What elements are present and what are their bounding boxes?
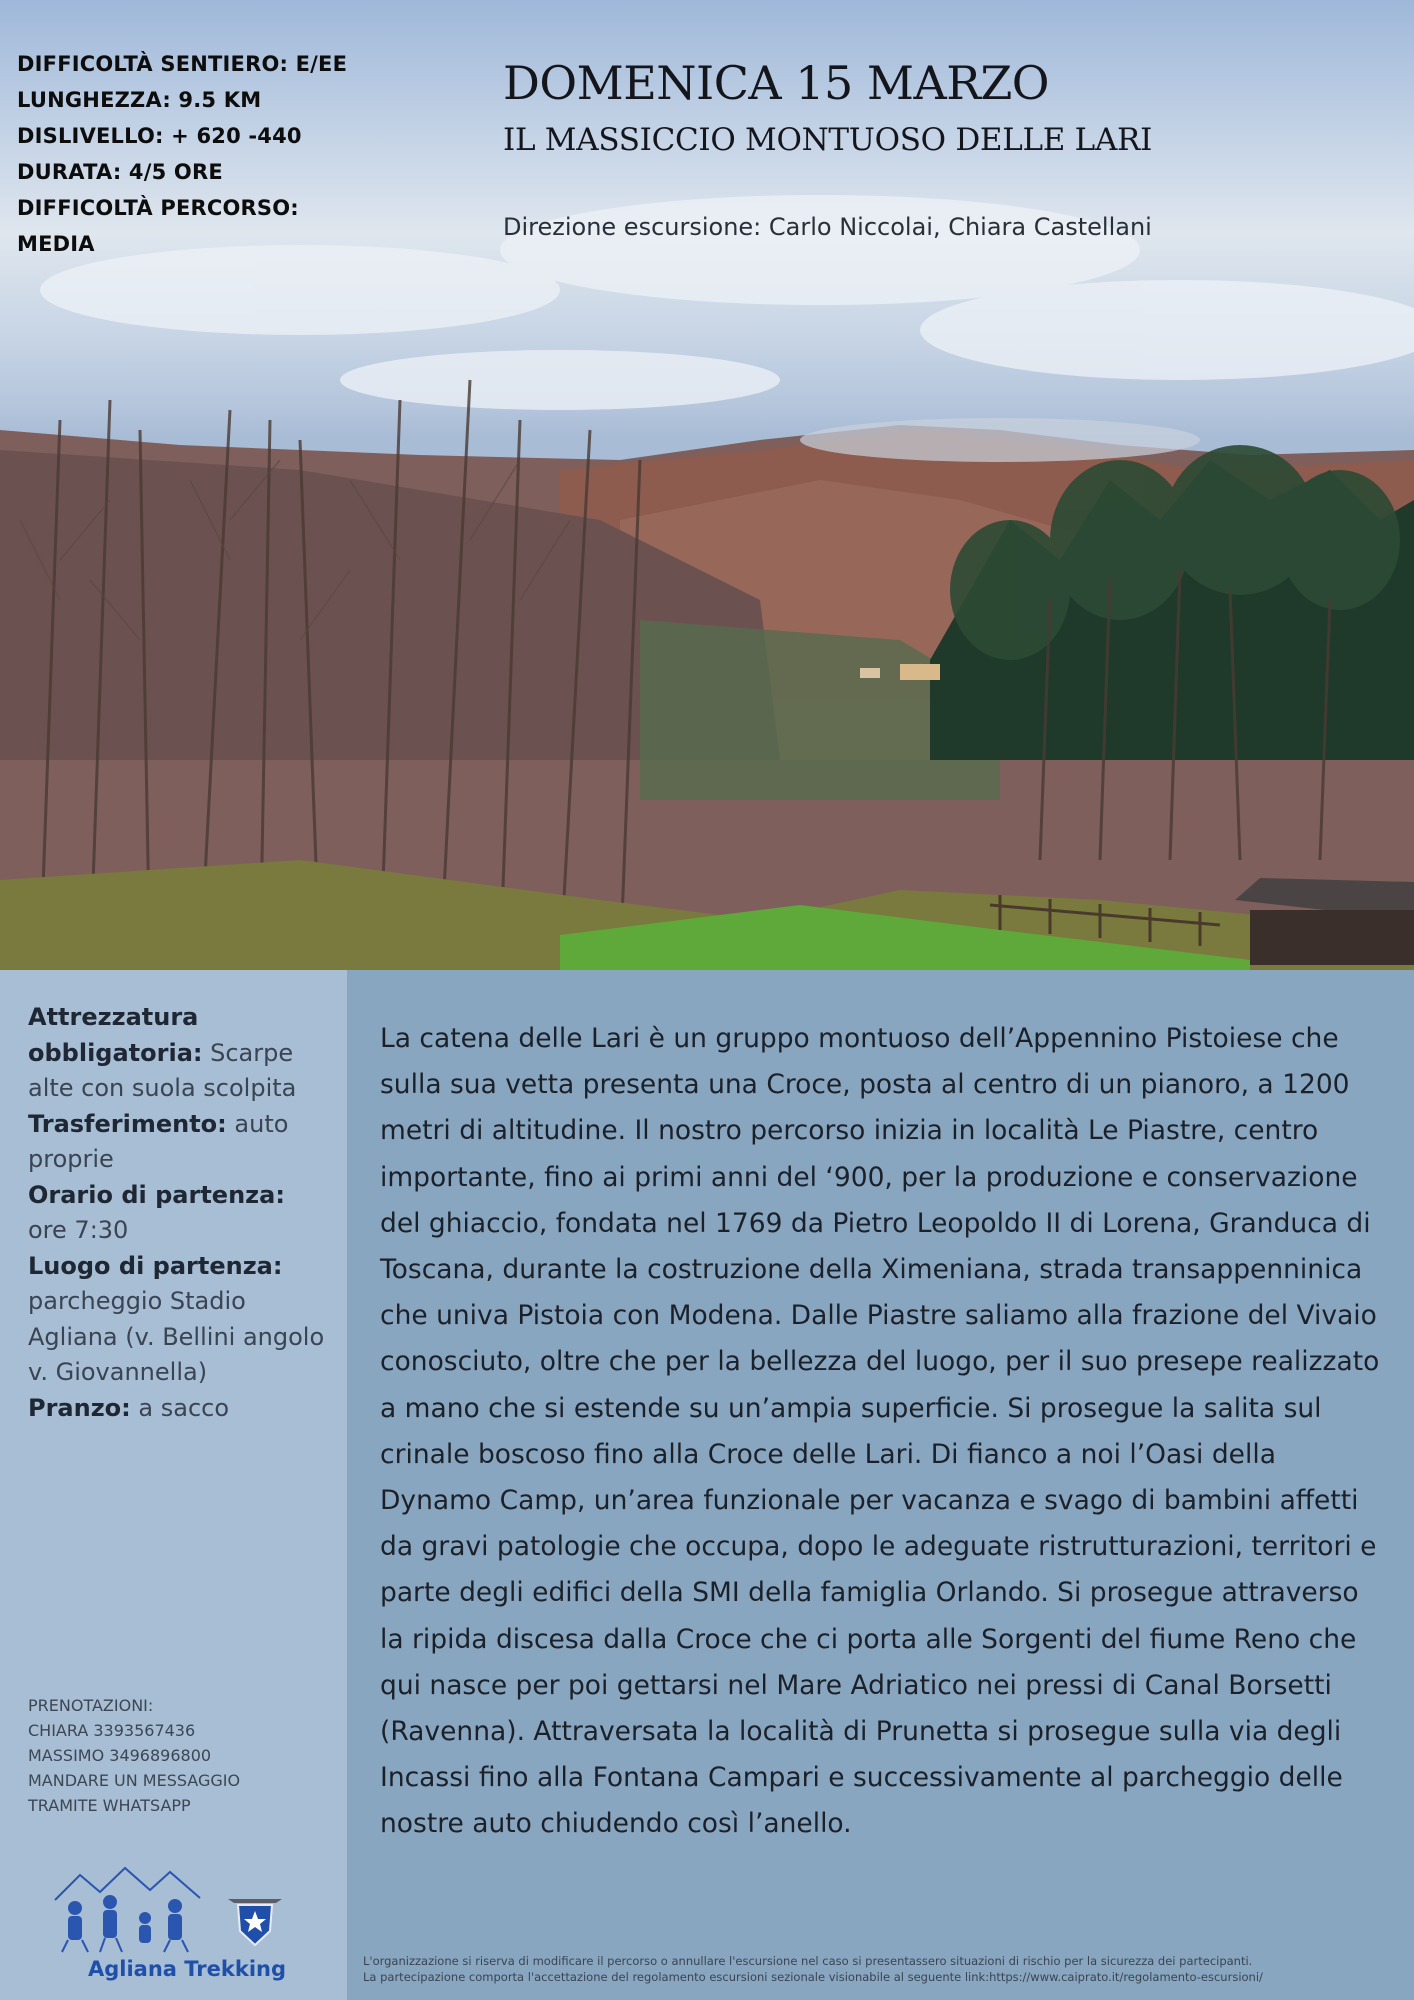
equipment-value: Scarpe alte con suola scolpita <box>28 1038 297 1102</box>
route-difficulty-label: DIFFICOLTÀ PERCORSO: <box>17 196 299 220</box>
contact-chiara: CHIARA 3393567436 <box>28 1721 196 1740</box>
transfer-info <box>28 1107 338 1178</box>
transfer-label: Trasferimento: <box>28 1109 227 1138</box>
trail-difficulty: DIFFICOLTÀ SENTIERO: E/EE <box>17 52 348 76</box>
trail-stats <box>17 46 347 262</box>
route-description: La catena delle Lari è un gruppo montuoso dell’Appennino Pistoiese che sulla sua vetta presenta una Croce, posta al centro di un pianoro, a 1200 metri di altitudine. Il nostro percorso inizia in località Le Piastre, centro importante, fino ai primi anni del ‘900, per la produzione e conservazione del ghiaccio, fondata nel 1769 da Pietro Leopoldo II di Lorena, Granduca di Toscana, durante la costruzione della Ximeniana, strada transappenninica che univa Pistoia con Modena. Dalle Piastre saliamo alla frazione del Vivaio conosciuto, oltre che per la bellezza del luogo, per il suo presepe realizzato a mano che si estende su un’ampia superficie. Si prosegue la salita sul crinale boscoso fino alla Croce delle Lari. Di fianco a noi l’Oasi della Dynamo Camp, un’area funzionale per vacanza e svago di bambini affetti da gravi patologie che occupa, dopo le adeguate ristrutturazioni, territori e parte degli edifici della SMI della famiglia Orlando. Si prosegue attraverso la ripida discesa dalla Croce che ci porta alle Sorgenti del fiume Reno che qui nasce per poi gettarsi nel Mare Adriatico nei pressi di Canal Borsetti (Ravenna). Attraversata la località di Prunetta si prosegue sulla via degli Incassi fino alla Fontana Campari e successivamente al parcheggio delle nostre auto chiudendo così l’anello. <box>380 1023 1380 1840</box>
trail-length: LUNGHEZZA: 9.5 KM <box>17 88 262 112</box>
departure-place-value: parcheggio Stadio Agliana (v. Bellini angolo v. Giovannella) <box>28 1287 325 1386</box>
departure-time-label: Orario di partenza: <box>28 1180 285 1209</box>
event-subtitle: IL MASSICCIO MONTUOSO DELLE LARI <box>503 122 1153 158</box>
practical-info <box>28 1000 338 1426</box>
lunch-value: a sacco <box>130 1393 230 1422</box>
booking-note-2: TRAMITE WHATSAPP <box>28 1796 191 1815</box>
hike-leaders: Direzione escursione: Carlo Niccolai, Chiara Castellani <box>503 213 1152 241</box>
logo-text: Agliana Trekking <box>88 1957 287 1981</box>
route-difficulty-value: MEDIA <box>17 232 95 256</box>
event-title: DOMENICA 15 MARZO <box>503 56 1050 110</box>
departure-place-info <box>28 1249 338 1391</box>
disclaimer-line-1: L'organizzazione si riserva di modificare il percorso o annullare l'escursione nel caso si presentassero situazioni di rischio per la sicurezza dei partecipanti. <box>363 1954 1253 1968</box>
cai-emblem-icon <box>220 1885 290 1955</box>
booking-heading: PRENOTAZIONI: <box>28 1696 154 1715</box>
disclaimer <box>363 1953 1403 1985</box>
equipment-label: Attrezzatura obbligatoria: <box>28 1003 203 1067</box>
departure-time-info <box>28 1178 338 1249</box>
transfer-value: auto proprie <box>28 1109 289 1173</box>
disclaimer-line-2: La partecipazione comporta l'accettazione del regolamento escursioni sezionale visionabile al seguente link:https://www.caiprato.it/regolamento-escursioni/ <box>363 1970 1263 1984</box>
departure-time-value: ore 7:30 <box>28 1216 129 1244</box>
departure-place-label: Luogo di partenza: <box>28 1251 283 1280</box>
trail-duration: DURATA: 4/5 ORE <box>17 160 223 184</box>
contact-massimo: MASSIMO 3496896800 <box>28 1746 212 1765</box>
lunch-label: Pranzo: <box>28 1393 131 1422</box>
hero-photo <box>0 0 1414 970</box>
equipment-info <box>28 1000 338 1107</box>
lunch-info <box>28 1391 338 1427</box>
booking-contacts <box>28 1693 240 1818</box>
booking-note-1: MANDARE UN MESSAGGIO <box>28 1771 241 1790</box>
trail-elevation: DISLIVELLO: + 620 -440 <box>17 124 302 148</box>
